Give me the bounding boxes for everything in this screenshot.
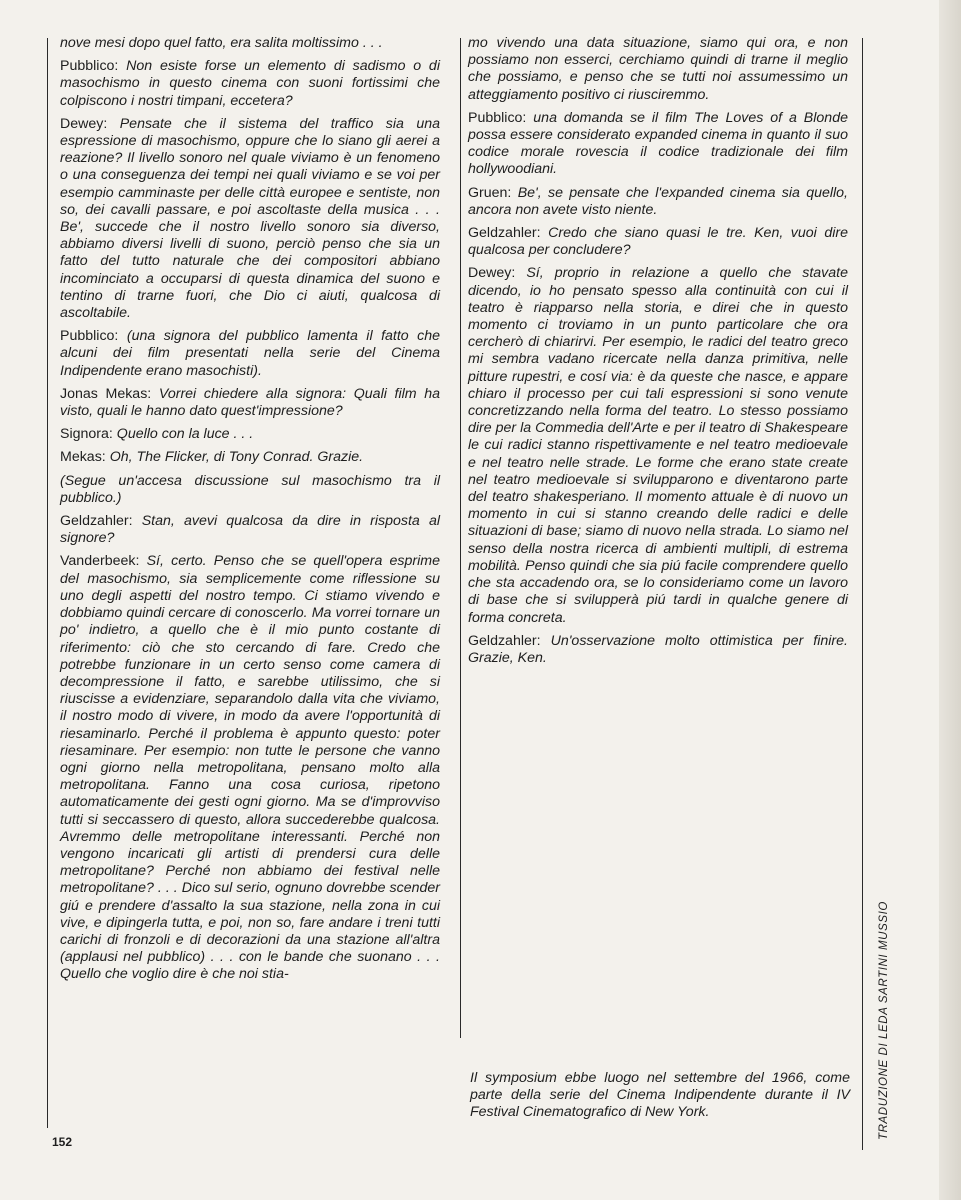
paragraph-text: Credo che siano quasi le tre. Ken, vuoi dire qualcosa per concludere?: [468, 225, 848, 259]
paragraph-text: Sí, certo. Penso che se quell'opera esprime del masochismo, sia semplicemente come riflessione su uno degli aspetti del nostro tempo. Ci stiamo vivendo e dobbiamo quindi cercare di conoscerlo. Ma vorrei tornare un po' indietro, a quello che è il mio punto costante di riferimento: ciò che sto cercando di fare. Credo che potrebbe funzionare in un certo senso come camera di decompressione il fatto, e sarebbe utilissimo, che si riuscisse a evidenziare, separandolo dalla vita che viviamo, il nostro modo di vivere, in modo da avere l'opportunità di riesaminarlo. Perché il problema è appunto questo: poter riesaminare. Per esempio: non tutte le persone che vanno ogni giorno nella metropolitana, pensano molto alla metropolitana. Fanno una cosa curiosa, ripetono automaticamente dei gesti ogni giorno. Ma se d'improvviso tutti si seccassero di questo, allora succederebbe qualcosa. Avremmo delle metropolitane interessanti. Perché non vengono incaricati gli artisti di prendersi cura delle metropolitane? Perché non abbiamo dei festival nelle metropolitane? . . . Dico sul serio, ognuno dovrebbe scender giú e prendere d'assalto la sua stazione, nella zona in cui vive, e dipingerla tutta, e poi, non so, fare andare i treni tutti carichi di fronzoli e di decorazioni da una stazione all'altra (applausi nel pubblico) . . . con le bande che suonano . . . Quello che voglio dire è che noi stia-: [60, 553, 440, 983]
page-number: 152: [52, 1135, 73, 1149]
right-margin-rule: [862, 38, 863, 1150]
footnote: Il symposium ebbe luogo nel settembre del 1966, come parte della serie del Cinema Indipendente durante il IV Festival Cinematografico di New York.: [470, 1070, 850, 1121]
paragraph-text: Pensate che il sistema del traffico sia una espressione di masochismo, oppure che lo siano gli aerei a reazione? Il livello sonoro nel quale viviamo è un fenomeno o una conseguenza dei tempi nei quali viviamo e se voi per esempio camminaste per delle città europee e sentiste, non so, dei cavalli passare, e poi ascoltaste della musica . . . Be', succede che il nostro livello sonoro sia diverso, abbiamo diversi livelli di suono, perciò penso che sia un fatto del tutto naturale che dei compositori abbiano incominciato a occuparsi di questa dinamica del suono e tentino di trarne fuori, che Dio ci aiuti, qualcosa di ascoltabile.: [60, 115, 440, 322]
paragraph: [60, 553, 440, 983]
speaker-name: Signora:: [60, 426, 113, 443]
speaker-name: Gruen:: [468, 184, 512, 201]
speaker-name: Dewey:: [468, 265, 516, 282]
speaker-name: Vanderbeek:: [60, 553, 140, 570]
paragraph: [468, 633, 848, 667]
paragraph: [60, 386, 440, 420]
paragraph-text: (Segue un'accesa discussione sul masochismo tra il pubblico.): [60, 472, 440, 506]
paragraph: [60, 473, 440, 507]
paragraph: [60, 58, 440, 110]
paragraph-text: Non esiste forse un elemento di sadismo o di masochismo in questo cinema con suoni fortissimi che colpiscono i nostri timpani, eccetera?: [60, 58, 440, 109]
speaker-name: Mekas:: [60, 449, 106, 466]
speaker-name: Geldzahler:: [60, 513, 133, 530]
paragraph-text: Un'osservazione molto ottimistica per finire. Grazie, Ken.: [468, 632, 848, 666]
paragraph-text: Sí, proprio in relazione a quello che stavate dicendo, io ho pensato spesso alla continuità con cui il teatro è riapparso nella storia, e direi che in questo momento ci troviamo in un punto particolare che ora cercherò di chiarirvi. Per esempio, le radici del teatro greco mi sembra vadano ricercate nella danza primitiva, nelle pitture rupestri, e cosí via: è da queste che nasce, e appare chiaro il processo per cui tali espressioni si sono venute concretizzando nella forma del teatro. Lo stesso possiamo dire per la Commedia dell'Arte e per il teatro di Shakespeare le cui radici stanno rispettivamente e nel teatro medioevale e nel teatro nelle strade. Le forme che erano state create nel teatro medioevale si svilupparono e diventarono parte del teatro shakesperiano. Il momento attuale è di nuovo un momento in cui si stanno creando delle radici e delle situazioni di base; siamo di nuovo nella strada. Lo siamo nel senso della nostra ricerca di ambienti multipli, di estrema mobilità. Penso quindi che sia piú facile comprendere quello che sta accadendo ora, se lo consideriamo come un lavoro di base che si svilupperà piú tardi in qualche genere di forma concreta.: [468, 265, 848, 626]
paragraph: [468, 225, 848, 259]
translation-credit: TRADUZIONE DI LEDA SARTINI MUSSIO: [878, 901, 890, 1140]
left-column: [60, 35, 440, 990]
paragraph-text: Vorrei chiedere alla signora: Quali film ha visto, quali le hanno dato quest'impressione?: [60, 385, 441, 420]
paragraph: [468, 185, 848, 219]
speaker-name: Geldzahler:: [468, 225, 541, 242]
paragraph-text: (una signora del pubblico lamenta il fatto che alcuni dei film presentati nella serie del Cinema Indipendente erano masochisti).: [60, 328, 441, 379]
center-column-rule: [460, 38, 461, 1038]
paragraph: [60, 449, 440, 466]
paragraph: [60, 116, 440, 322]
right-column: [468, 35, 848, 673]
paragraph-text: mo vivendo una data situazione, siamo qui ora, e non possiamo non esserci, cerchiamo quindi di trarne il meglio che possiamo, e penso che se tutti noi assumessimo un atteggiamento positivo ci riusciremmo.: [468, 35, 848, 103]
speaker-name: Pubblico:: [468, 109, 527, 126]
paragraph: [60, 426, 440, 443]
page-edge-shadow: [939, 0, 961, 1200]
speaker-name: Geldzahler:: [468, 632, 541, 649]
speaker-name: Pubblico:: [60, 58, 119, 75]
paragraph: [468, 110, 848, 179]
paragraph-text: Be', se pensate che l'expanded cinema sia quello, ancora non avete visto niente.: [468, 184, 848, 218]
paragraph: [60, 35, 440, 52]
speaker-name: Dewey:: [60, 115, 108, 132]
left-column-rule: [47, 38, 48, 1128]
paragraph: [60, 328, 440, 380]
paragraph-text: Quello con la luce . . .: [116, 426, 254, 443]
speaker-name: Jonas Mekas:: [60, 385, 152, 402]
paragraph: [468, 265, 848, 626]
paragraph-text: Oh, The Flicker, di Tony Conrad. Grazie.: [109, 449, 364, 466]
paragraph-text: nove mesi dopo quel fatto, era salita moltissimo . . .: [60, 35, 383, 51]
paragraph: [60, 513, 440, 547]
paragraph-text: una domanda se il film The Loves of a Blonde possa essere considerato expanded cinema in quanto il suo codice morale rovescia il codice tradizionale dei film hollywoodiani.: [468, 109, 848, 178]
paragraph-text: Stan, avevi qualcosa da dire in risposta al signore?: [60, 513, 440, 547]
speaker-name: Pubblico:: [60, 328, 119, 345]
paragraph: [468, 35, 848, 104]
